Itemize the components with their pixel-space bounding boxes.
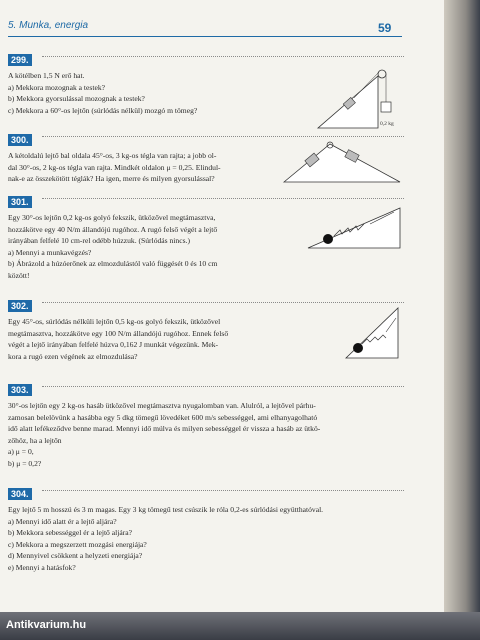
- text-line: dal 30°-os, 2 kg-os tégla van rajta. Mindkét oldalon μ = 0,25. Elindul-: [8, 162, 221, 172]
- text-line: idő alatt lefékeződve benne marad. Mennyi idő múlva és milyen sebességgel ér vissza a hasáb az ütkö-: [8, 424, 321, 433]
- page-edge: [444, 0, 480, 624]
- problem-text: [8, 504, 404, 573]
- text-line: Egy 30°-os lejtőn 0,2 kg-os golyó fekszik, ütközővel megtámasztva,: [8, 213, 216, 222]
- page-number: 59: [378, 21, 392, 35]
- spring-incline-figure: [304, 204, 404, 252]
- spring-incline-45-figure: [342, 304, 402, 362]
- problem-302: [8, 296, 404, 362]
- text-line: hozzákötve egy 40 N/m állandójú rugóhoz. A rugó felső végét a lejtő: [8, 224, 218, 234]
- header-rule: [8, 36, 402, 37]
- watermark: Antikvarium.hu: [6, 619, 87, 631]
- problem-number: 300.: [8, 134, 32, 146]
- text-line: c) Mekkora a megszerzett mozgási energiája?: [8, 539, 147, 549]
- text-line: a) μ = 0,: [8, 447, 34, 456]
- text-line: zamosan belelövünk a hasábba egy 5 dkg tömegű lövedéket 600 m/s sebességgel, ami elhanyagolható: [8, 412, 318, 422]
- dotted-rule: [42, 490, 404, 491]
- text-line: b) Ábrázold a húzóerőnek az elmozdulástól való függését 0 és 10 cm: [8, 259, 218, 268]
- problem-number: 303.: [8, 384, 32, 396]
- double-incline-figure: [280, 140, 404, 186]
- dotted-rule: [42, 302, 404, 303]
- dotted-rule: [42, 136, 404, 137]
- problem-300: [8, 130, 404, 185]
- text-line: között!: [8, 270, 30, 280]
- text-line: 30°-os lejtőn egy 2 kg-os hasáb ütközővel megtámasztva nyugalomban van. Alulról, a lejtővel párhu-: [8, 401, 316, 410]
- section-title: [8, 20, 88, 31]
- text-line: zőhöz, ha a lejtőn: [8, 435, 62, 445]
- text-line: a) Mekkora mozognak a testek?: [8, 82, 105, 92]
- text-line: Egy lejtő 5 m hosszú és 3 m magas. Egy 3 kg tömegű test csúszik le róla 0,2-es súrlódási együtthatóval.: [8, 505, 324, 514]
- text-line: megtámasztva, hozzákötve egy 100 N/m állandójú rugóhoz. Ennek felső: [8, 328, 229, 338]
- text-line: d) Mennyivel csökkent a helyzeti energiája?: [8, 551, 143, 560]
- text-line: Egy 45°-os, súrlódás nélküli lejtőn 0,5 kg-os golyó fekszik, ütközővel: [8, 317, 221, 326]
- text-line: b) Mekkora gyorsulással mozognak a testek?: [8, 94, 145, 103]
- problem-number: 304.: [8, 488, 32, 500]
- problem-303: [8, 380, 404, 469]
- dotted-rule: [42, 198, 404, 199]
- problem-number: 302.: [8, 300, 32, 312]
- text-line: A kétoldalú lejtő bal oldala 45°-os, 3 kg-os tégla van rajta; a jobb ol-: [8, 151, 217, 160]
- problem-text: [8, 400, 404, 469]
- section-title-text: 5. Munka, energia: [8, 20, 89, 31]
- text-line: A kötélben 1,5 N erő hat.: [8, 71, 85, 80]
- text-line: irányában felfelé 10 cm-rel odébb húzzuk. (Súrlódás nincs.): [8, 236, 190, 245]
- incline-pulley-figure: [316, 62, 400, 134]
- text-line: kora a rugó ezen végének az elmozdulása?: [8, 351, 138, 361]
- text-line: c) Mekkora a 60°-os lejtőn (súrlódás nélkül) mozgó m tömeg?: [8, 105, 198, 115]
- dotted-rule: [42, 56, 404, 57]
- text-line: végét a lejtő irányában felfelé húzva 0,162 J munkát végezünk. Mek-: [8, 340, 219, 349]
- dotted-rule: [42, 386, 404, 387]
- text-line: b) μ = 0,2?: [8, 458, 42, 468]
- text-line: b) Mekkora sebességgel ér a lejtő aljára?: [8, 528, 132, 537]
- mass-label: 0,2 kg: [380, 121, 394, 127]
- problem-301: [8, 192, 404, 281]
- problem-number: 299.: [8, 54, 32, 66]
- problem-number: 301.: [8, 196, 32, 208]
- text-line: a) Mennyi a munkavégzés?: [8, 247, 92, 257]
- text-line: e) Mennyi a hatásfok?: [8, 562, 76, 572]
- text-line: nak-e az összekötött téglák? Ha igen, merre és milyen gyorsulással?: [8, 174, 215, 183]
- problem-299: [8, 50, 404, 127]
- page-header: [0, 18, 444, 40]
- problem-304: [8, 484, 404, 573]
- text-line: a) Mennyi idő alatt ér a lejtő aljára?: [8, 516, 117, 526]
